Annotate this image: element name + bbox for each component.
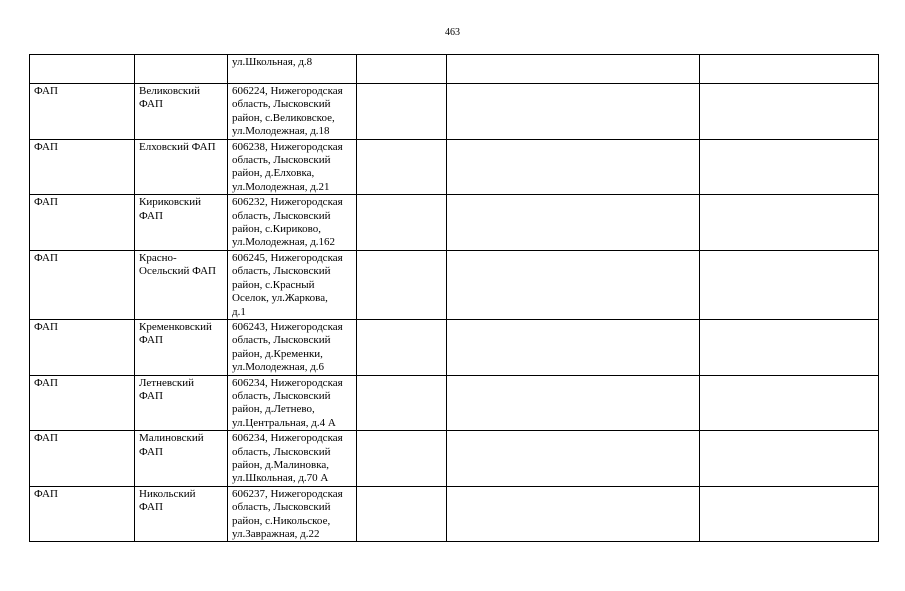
address-cell: 606243, Нижегородская область, Лысковский район, д.Кременки, ул.Молодежная, д.6	[228, 319, 357, 375]
address-cell: ул.Школьная, д.8	[228, 55, 357, 84]
type-cell: ФАП	[30, 250, 135, 319]
address-cell: 606245, Нижегородская область, Лысковский район, с.Красный Оселок, ул.Жаркова, д.1	[228, 250, 357, 319]
empty-cell	[447, 375, 700, 431]
type-cell: ФАП	[30, 375, 135, 431]
name-cell: Кириковский ФАП	[135, 195, 228, 251]
empty-cell	[447, 84, 700, 140]
empty-cell	[357, 55, 447, 84]
empty-cell	[700, 55, 879, 84]
facilities-table	[29, 54, 879, 542]
type-cell: ФАП	[30, 195, 135, 251]
empty-cell	[447, 195, 700, 251]
empty-cell	[357, 375, 447, 431]
address-cell: 606237, Нижегородская область, Лысковский район, с.Никольское, ул.Завражная, д.22	[228, 486, 357, 542]
address-cell: 606232, Нижегородская область, Лысковский район, с.Кириково, ул.Молодежная, д.162	[228, 195, 357, 251]
address-cell: 606234, Нижегородская область, Лысковский район, д.Летнево, ул.Центральная, д.4 А	[228, 375, 357, 431]
name-cell: Красно- Осельский ФАП	[135, 250, 228, 319]
type-cell: ФАП	[30, 84, 135, 140]
name-cell: Кременковский ФАП	[135, 319, 228, 375]
empty-cell	[357, 431, 447, 487]
empty-cell	[700, 486, 879, 542]
type-cell: ФАП	[30, 319, 135, 375]
empty-cell	[700, 250, 879, 319]
table-row	[30, 319, 879, 375]
address-cell: 606224, Нижегородская область, Лысковский район, с.Великовское, ул.Молодежная, д.18	[228, 84, 357, 140]
name-cell: Малиновский ФАП	[135, 431, 228, 487]
page-number: 463	[445, 27, 460, 38]
empty-cell	[357, 84, 447, 140]
empty-cell	[357, 195, 447, 251]
empty-cell	[447, 431, 700, 487]
table-row	[30, 84, 879, 140]
empty-cell	[700, 431, 879, 487]
type-cell: ФАП	[30, 486, 135, 542]
empty-cell	[357, 139, 447, 195]
type-cell: ФАП	[30, 139, 135, 195]
empty-cell	[700, 375, 879, 431]
table-row	[30, 486, 879, 542]
name-cell: Елховский ФАП	[135, 139, 228, 195]
address-cell: 606234, Нижегородская область, Лысковский район, д.Малиновка, ул.Школьная, д.70 А	[228, 431, 357, 487]
table-row	[30, 139, 879, 195]
table-row	[30, 55, 879, 84]
type-cell: ФАП	[30, 431, 135, 487]
empty-cell	[447, 139, 700, 195]
address-cell: 606238, Нижегородская область, Лысковский район, д.Елховка, ул.Молодежная, д.21	[228, 139, 357, 195]
table-row	[30, 431, 879, 487]
name-cell	[135, 55, 228, 84]
empty-cell	[447, 250, 700, 319]
table-row	[30, 375, 879, 431]
empty-cell	[357, 486, 447, 542]
empty-cell	[447, 486, 700, 542]
empty-cell	[700, 319, 879, 375]
table-row	[30, 195, 879, 251]
type-cell	[30, 55, 135, 84]
name-cell: Летневский ФАП	[135, 375, 228, 431]
name-cell: Великовский ФАП	[135, 84, 228, 140]
empty-cell	[357, 250, 447, 319]
empty-cell	[447, 319, 700, 375]
empty-cell	[700, 195, 879, 251]
table-row	[30, 250, 879, 319]
empty-cell	[700, 139, 879, 195]
empty-cell	[357, 319, 447, 375]
name-cell: Никольский ФАП	[135, 486, 228, 542]
empty-cell	[700, 84, 879, 140]
empty-cell	[447, 55, 700, 84]
